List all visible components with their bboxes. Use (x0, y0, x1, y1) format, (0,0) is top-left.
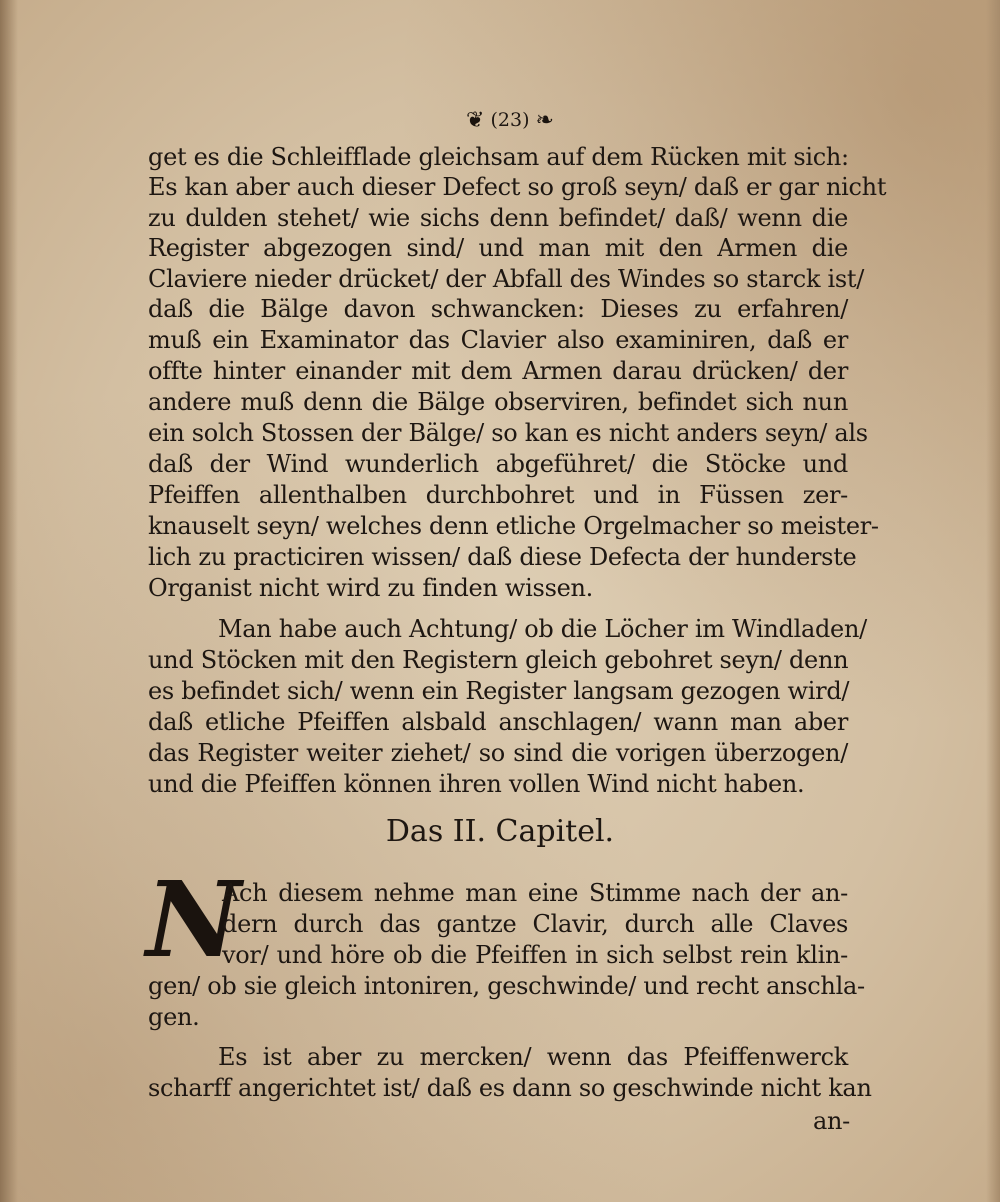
text-line: dern durch das gantze Clavir, durch alle Claves (222, 910, 848, 938)
text-line: andere muß denn die Bälge observiren, befindet sich nun (148, 388, 848, 416)
text-line: scharff angerichtet ist/ daß es dann so geschwinde nicht kan (148, 1074, 872, 1102)
text-line: muß ein Examinator das Clavier also examiniren, daß er (148, 326, 848, 354)
text-line: vor/ und höre ob die Pfeiffen in sich selbst rein klin- (222, 941, 848, 969)
text-line: gen. (148, 1003, 200, 1031)
page-edge-shadow-left (0, 0, 18, 1202)
text-line: ein solch Stossen der Bälge/ so kan es nicht anders seyn/ als (148, 419, 868, 447)
text-line: daß die Bälge davon schwancken: Dieses zu erfahren/ (148, 295, 848, 323)
text-line: Organist nicht wird zu finden wissen. (148, 574, 593, 602)
text-line: es befindet sich/ wenn ein Register langsam gezogen wird/ (148, 677, 850, 705)
text-line: daß der Wind wunderlich abgeführet/ die Stöcke und (148, 450, 848, 478)
chapter-heading: Das II. Capitel. (385, 814, 615, 849)
text-line: und die Pfeiffen können ihren vollen Wind nicht haben. (148, 770, 805, 798)
text-line: get es die Schleifflade gleichsam auf dem Rücken mit sich: (148, 143, 849, 171)
ornament-right-icon: ❧ (535, 107, 554, 133)
page-edge-shadow-right (986, 0, 1000, 1202)
text-line: lich zu practiciren wissen/ daß diese Defecta der hunderste (148, 543, 857, 571)
text-line: das Register weiter ziehet/ so sind die vorigen überzogen/ (148, 739, 848, 767)
text-line: daß etliche Pfeiffen alsbald anschlagen/ wann man aber (148, 708, 848, 736)
text-line: Claviere nieder drücket/ der Abfall des Windes so starck ist/ (148, 265, 865, 293)
page-header (420, 104, 600, 136)
drop-cap-initial: N (146, 858, 242, 981)
text-line: Register abgezogen sind/ und man mit den Armen die (148, 234, 848, 262)
ornament-left-icon: ❦ (466, 107, 485, 133)
text-line: Pfeiffen allenthalben durchbohret und in Füssen zer- (148, 481, 848, 509)
catchword: an- (813, 1107, 850, 1135)
text-line: Es ist aber zu mercken/ wenn das Pfeiffenwerck (218, 1043, 848, 1071)
text-line: Man habe auch Achtung/ ob die Löcher im Windladen/ (218, 615, 867, 643)
text-line: Es kan aber auch dieser Defect so groß seyn/ daß er gar nicht (148, 173, 887, 201)
text-line: Ach diesem nehme man eine Stimme nach der an- (222, 879, 848, 907)
text-line: knauselt seyn/ welches denn etliche Orgelmacher so meister- (148, 512, 879, 540)
text-line: und Stöcken mit den Registern gleich gebohret seyn/ denn (148, 646, 849, 674)
text-line: offte hinter einander mit dem Armen darau drücken/ der (148, 357, 848, 385)
page-number: (23) (490, 109, 530, 131)
text-line: gen/ ob sie gleich intoniren, geschwinde/ und recht anschla- (148, 972, 865, 1000)
text-line: zu dulden stehet/ wie sichs denn befindet/ daß/ wenn die (148, 204, 848, 232)
